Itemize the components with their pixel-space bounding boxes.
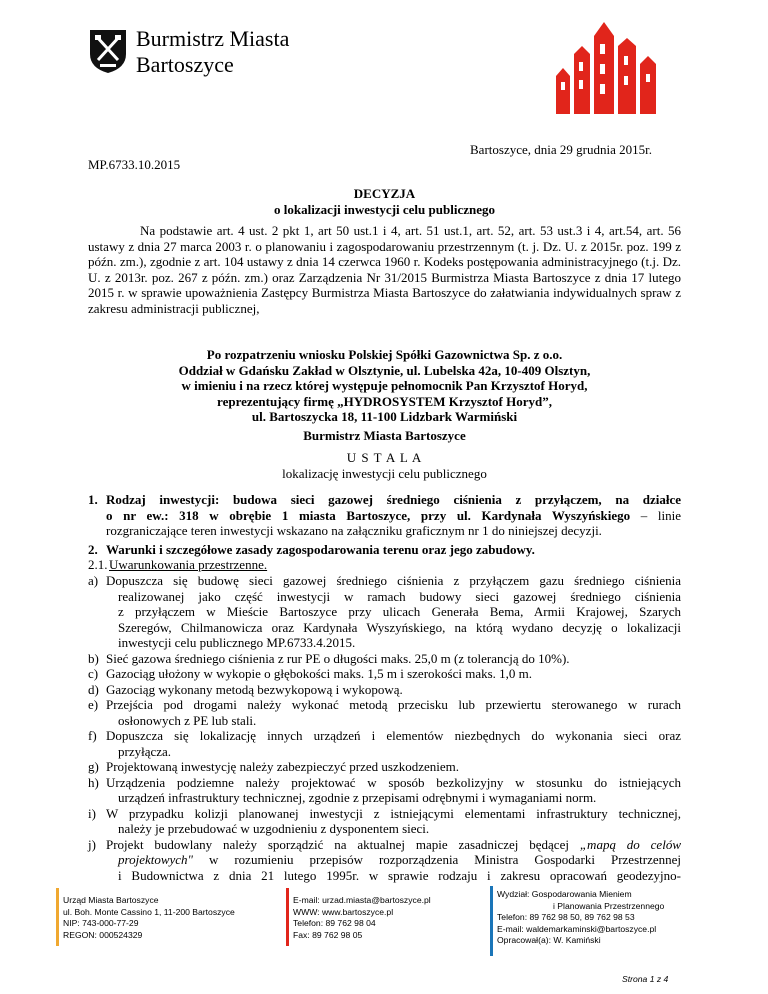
list-item-line: Dopuszcza się budowę sieci gazowej średniego ciśnienia z przyłączem gazu średniego ciśnienia [106, 573, 681, 588]
list-item [88, 759, 681, 775]
section-2-number: 2. [88, 542, 98, 557]
footer-email: E-mail: urzad.miasta@bartoszyce.pl [293, 895, 431, 905]
list-item [88, 682, 681, 698]
legal-basis-paragraph: Na podstawie art. 4 ust. 2 pkt 1, art 50 ust.1 i 4, art. 51 ust.1, art. 52, art. 53 ust.3 i 4, art.54, art. 56 ustawy z dnia 27 marca 2003 r. o planowaniu i zagospodarowaniu przestrzennym (t. j. Dz. U. z 2015r. poz. 199 z późn. zm.), zgodnie z art. 104 ustawy z dnia 14 czerwca 1960 r. Kodeks postępowania administracyjnego (t.j. Dz. U. z 2013r. poz. 267 z późn. zm.) oraz Zarządzenia Nr 31/2015 Burmistrza Miasta Bartoszyce z dnia 17 lutego 2015 r. w sprawie upoważnienia Zastępcy Burmistrza Miasta Bartoszyce do załatwiania indywidualnych spraw z zakresu administracji publicznej, [88, 223, 681, 316]
list-item [88, 775, 681, 806]
conditions-list [88, 573, 681, 883]
list-item-line: z przyłączem w Mieście Bartoszyce przy ulicach Generała Bema, Armii Krajowej, Szarych [118, 604, 681, 619]
list-item-label: g) [88, 759, 99, 774]
list-item-line: Projektowaną inwestycję należy zabezpieczyć przed uszkodzeniem. [106, 759, 459, 774]
letterhead-title [136, 26, 289, 78]
applicant-block [88, 347, 681, 425]
ustala-subheading: lokalizację inwestycji celu publicznego [282, 466, 487, 481]
letterhead-title-line1: Burmistrz Miasta [136, 26, 290, 51]
footer-office-regon: REGON: 000524329 [63, 929, 143, 940]
footer-department-email: E-mail: waldemarkaminski@bartoszyce.pl [497, 923, 657, 934]
list-item-label: h) [88, 774, 99, 790]
list-item-line: W przypadku kolizji planowanej inwestycji z istniejącymi elementami infrastruktury technicznej, [106, 805, 681, 821]
list-item [88, 806, 681, 837]
list-item-label: j) [88, 836, 96, 852]
list-item-line: Szeregów, Chilmanowicza oraz Kardynała Wyszyńskiego, na którą wydano decyzję o lokalizacji [118, 619, 681, 635]
authority-name: Burmistrz Miasta Bartoszyce [303, 428, 466, 443]
section-1-line-1: Rodzaj inwestycji: budowa sieci gazowej średniego ciśnienia z przyłączem, na działce [106, 492, 681, 507]
list-item-line: realizowanej jako część inwestycji w ramach budowy sieci gazowej średniego ciśnienia [118, 588, 681, 604]
section-1-text [106, 492, 681, 539]
list-item [88, 573, 681, 651]
list-item-label: i) [88, 805, 96, 821]
list-item-line: urządzeń infrastruktury technicznej, zgodnie z przepisami odrębnymi i wymaganiami norm. [118, 790, 597, 805]
letterhead [88, 24, 688, 116]
section-1-line-3: rozgraniczające teren inwestycji wskazano na załączniku graficznym nr 1 do niniejszej decyzji. [106, 523, 602, 538]
section-1-number: 1. [88, 492, 98, 507]
applicant-line-1: Po rozpatrzeniu wniosku Polskiej Spółki Gazownictwa Sp. z o.o. [206, 347, 563, 362]
page-number: Strona 1 z 4 [622, 974, 669, 984]
list-item-line: inwestycji celu publicznego MP.6733.4.2015. [118, 635, 356, 650]
list-item [88, 837, 681, 884]
ustala-heading: U S T A L A [346, 450, 423, 465]
footer-prepared-by: Opracował(a): W. Kamiński [497, 935, 601, 945]
list-item [88, 728, 681, 759]
footer-department-cont: i Planowania Przestrzennego [553, 900, 665, 911]
decision-title: DECYZJA [353, 186, 416, 201]
decision-subtitle: o lokalizacji inwestycji celu publicznego [274, 202, 495, 217]
letterhead-title-line2: Bartoszyce [136, 52, 234, 77]
list-item-line: Gazociąg ułożony w wykopie o głębokości maks. 1,5 m i szerokości maks. 1,0 m. [106, 666, 533, 681]
footer-office-name: Urząd Miasta Bartoszyce [63, 895, 159, 905]
footer-office-info [63, 895, 235, 941]
footer-contact-info [293, 895, 431, 941]
case-number: MP.6733.10.2015 [88, 157, 181, 172]
section-2-1-title: Uwarunkowania przestrzenne. [109, 557, 268, 572]
applicant-line-5: ul. Bartoszycka 18, 11-100 Lidzbark Warmiński [251, 409, 518, 424]
section-2-1-number: 2.1. [88, 557, 108, 572]
footer-department: Wydział: Gospodarowania Mieniem [497, 889, 632, 899]
footer-department-phone: Telefon: 89 762 98 50, 89 762 98 53 [497, 912, 635, 922]
footer-department-info [497, 889, 664, 947]
footer [0, 884, 768, 994]
list-item-line: i Budownictwa z dnia 21 lutego 1995r. w sprawie rodzaju i zakresu opracowań geodezyjno- [118, 867, 681, 883]
list-item-label: d) [88, 681, 99, 697]
footer-office-nip: NIP: 743-000-77-29 [63, 918, 139, 928]
list-item-line: Urządzenia podziemne należy projektować w sposób bezkolizyjny w stosunku do istniejących [106, 774, 681, 790]
list-item-label: f) [88, 728, 97, 743]
coat-of-arms-logo [88, 28, 128, 74]
applicant-line-2: Oddział w Gdańsku Zakład w Olsztynie, ul. Lubelska 42a, 10-409 Olsztyn, [178, 362, 591, 378]
list-item [88, 651, 681, 667]
list-item-line: osłonowych z PE lub stali. [118, 712, 257, 728]
item-j-line1-italic: „mapą do celów [579, 836, 681, 852]
town-hall-logo [550, 18, 664, 114]
place-date: Bartoszyce, dnia 29 grudnia 2015r. [470, 142, 652, 157]
list-item-label: a) [88, 573, 99, 588]
item-j-line2-rest: w rozumieniu przepisów rozporządzenia Ministra Gospodarki Przestrzennej [193, 852, 681, 867]
section-1-line-2-rest: – linie [630, 507, 682, 523]
list-item-label: c) [88, 666, 99, 681]
list-item-line [106, 852, 681, 868]
section-1-line-2-bold: o nr ew.: 318 w obrębie 1 miasta Bartoszyce, przy ul. Kardynała Wyszyńskiego [106, 507, 631, 523]
item-j-line2-italic: projektowych" [118, 852, 194, 867]
footer-fax: Fax: 89 762 98 05 [293, 929, 363, 940]
footer-accent-bar-3 [490, 886, 493, 956]
list-item-line: Dopuszcza się lokalizację innych urządzeń i elementów niezbędnych do wykonania sieci oraz [106, 728, 681, 743]
footer-office-address: ul. Boh. Monte Cassino 1, 11-200 Bartoszyce [63, 906, 235, 917]
list-item [88, 666, 681, 682]
section-2-title: Warunki i szczegółowe zasady zagospodarowania terenu oraz jego zabudowy. [106, 542, 535, 557]
list-item-label: e) [88, 697, 99, 712]
list-item-line: Gazociąg wykonany metodą bezwykopową i wykopową. [106, 681, 403, 697]
list-item-label: b) [88, 650, 99, 666]
footer-www: WWW: www.bartoszyce.pl [293, 906, 394, 917]
section-1-line-2 [106, 508, 681, 524]
footer-accent-bar-1 [56, 888, 59, 946]
list-item-line: Sieć gazowa średniego ciśnienia z rur PE o długości maks. 25,0 m (z tolerancją do 10%). [106, 650, 570, 666]
list-item-line: przyłącza. [118, 743, 172, 759]
list-item-line: Przejścia pod drogami należy wykonać metodą przecisku lub przewiertu sterowanego w rurach [106, 697, 681, 712]
footer-phone: Telefon: 89 762 98 04 [293, 918, 376, 928]
list-item-line: należy je przebudować w uzgodnieniu z dysponentem sieci. [118, 821, 430, 836]
list-item-line [106, 837, 681, 853]
footer-accent-bar-2 [286, 888, 289, 946]
applicant-line-4: reprezentujący firmę „HYDROSYSTEM Krzysztof Horyd”, [217, 393, 552, 409]
list-item [88, 697, 681, 728]
applicant-line-3: w imieniu i na rzecz której występuje pełnomocnik Pan Krzysztof Horyd, [181, 378, 588, 393]
item-j-line1-pre: Projekt budowlany należy sporządzić na aktualnej mapie zasadniczej będącej [106, 836, 580, 852]
